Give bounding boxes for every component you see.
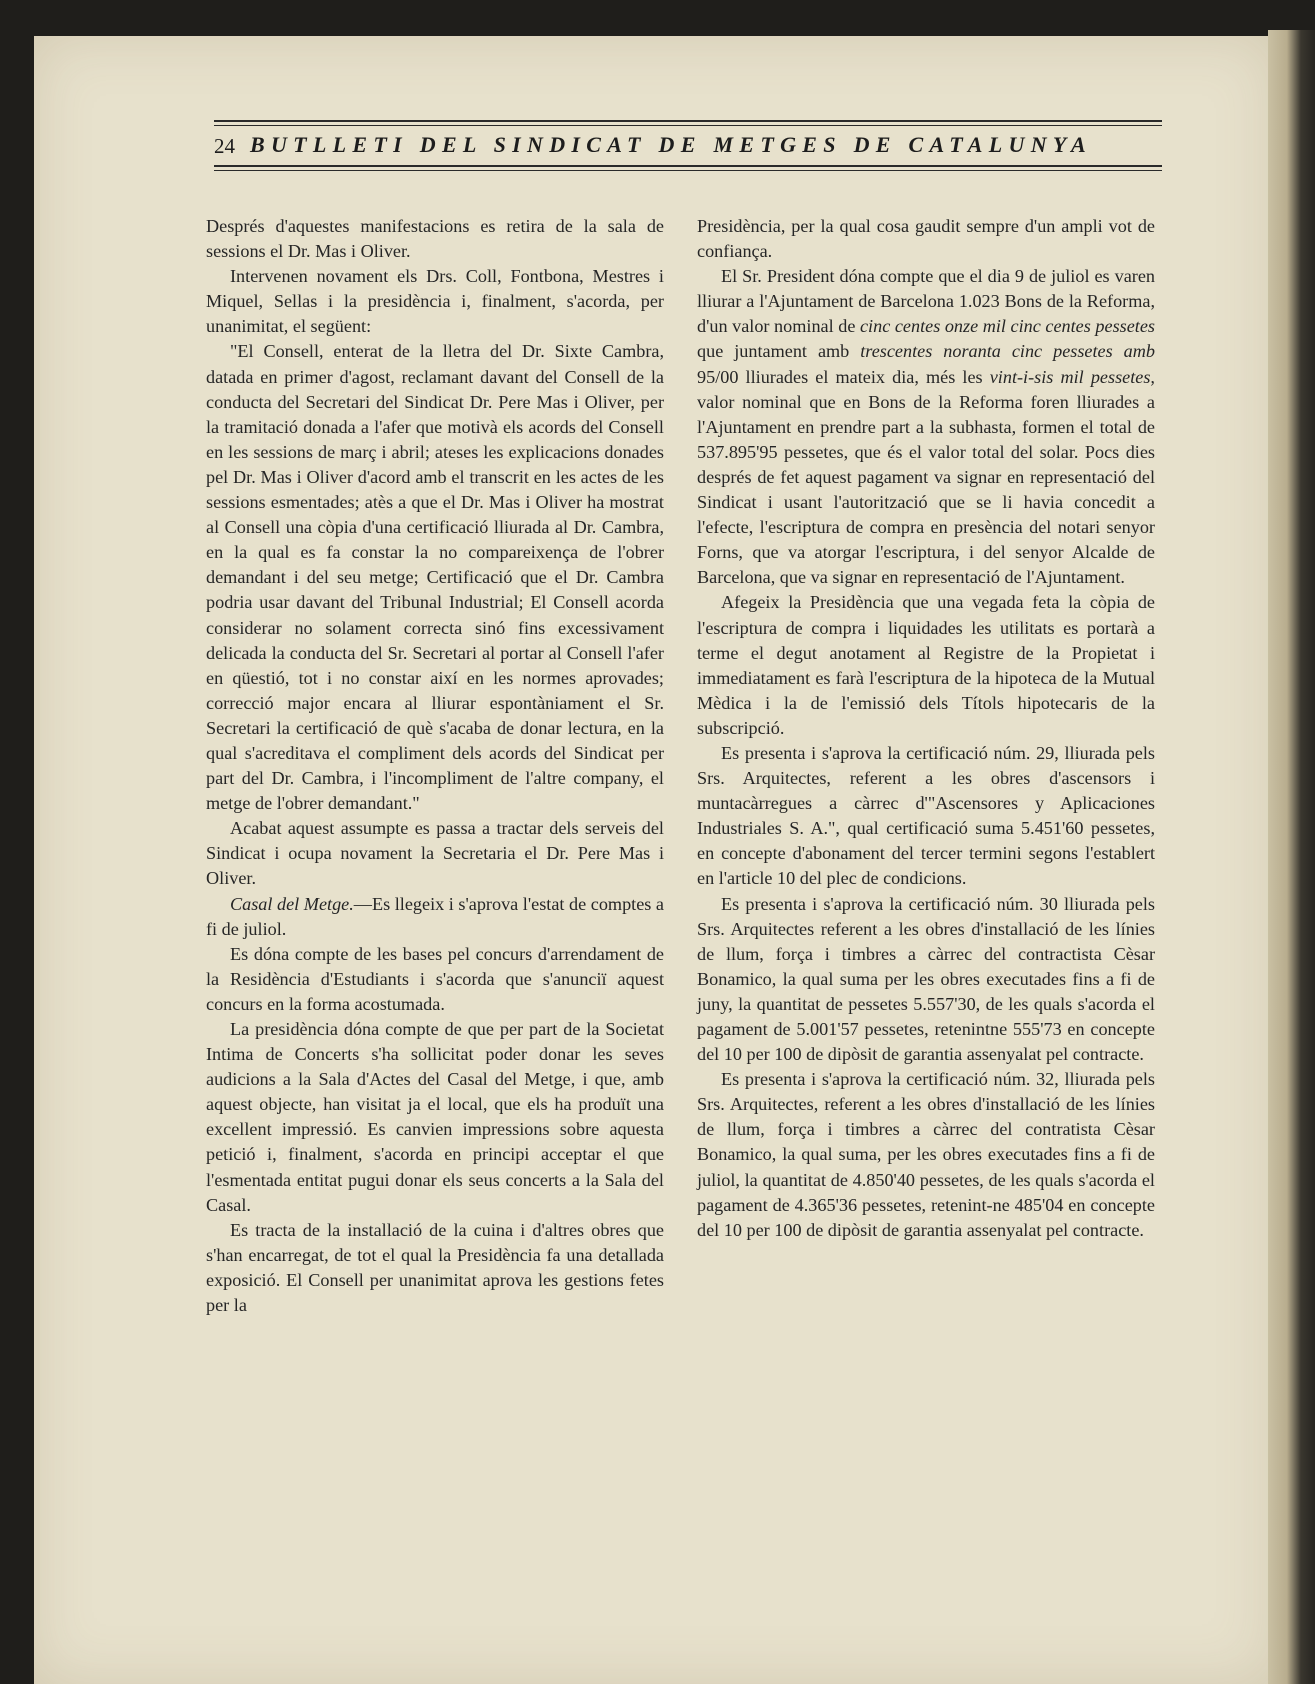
paragraph: Es tracta de la installació de la cuina i d'altres obres que s'han encarregat, de tot el qual la Presidència fa una detallada exposició. El Consell per unanimitat aprova les gestions fetes per la	[206, 1219, 664, 1316]
right-column	[697, 214, 1155, 1243]
paragraph-text: 95/00 lliurades el mateix dia, més les	[697, 366, 990, 387]
paragraph: Es presenta i s'aprova la certificació núm. 30 lliurada pels Srs. Arquitectes referent a les obres d'installació de les línies de llum, força i timbres a càrrec del contractista Cèsar Bonamico, la qual suma per les obres executades fins a fi de juny, la quantitat de pessetes 5.557'30, de les quals s'acorda el pagament de 5.001'57 pessetes, retenintne 555'73 en concepte del 10 per 100 de dipòsit de garantia assenyalat pel contracte.	[697, 893, 1155, 1065]
amount-in-words: trescentes noranta cinc pessetes amb	[860, 341, 1155, 362]
paragraph: Acabat aquest assumpte es passa a tractar dels serveis del Sindicat i ocupa novament la Secretaria el Dr. Pere Mas i Oliver.	[206, 818, 664, 889]
amount-in-words: cinc centes onze mil cinc centes pessetes	[859, 316, 1155, 337]
paragraph: Es dóna compte de les bases pel concurs d'arrendament de la Residència d'Estudiants i s'acorda que s'anunciï aquest concurs en la forma acostumada.	[206, 943, 664, 1014]
paragraph: Després d'aquestes manifestacions es retira de la sala de sessions el Dr. Mas i Oliver.	[206, 216, 664, 262]
paragraph-text: que juntament amb	[697, 341, 861, 362]
header-rule-bottom	[214, 165, 1162, 167]
paragraph: Es presenta i s'aprova la certificació núm. 32, lliurada pels Srs. Arquitectes, referent a les obres d'installació de les línies de llum, força i timbres a càrrec del contratista Cèsar Bonamico, la qual suma, per les obres executades fins a fi de juliol, la quantitat de 4.850'40 pessetes, de les quals s'acorda el pagament de 4.365'36 pessetes, retenint-ne 485'04 en concepte del 10 per 100 de dipòsit de garantia assenyalat pel contracte.	[697, 1069, 1155, 1240]
paragraph	[697, 264, 1155, 590]
paragraph-text: —Es llegeix i s'aprova l'estat de comptes a fi de juliol.	[206, 893, 664, 939]
paragraph-text: El Sr. President dóna compte que el dia 9 de juliol es varen lliurar a l'Ajuntament de Barcelona 1.023 Bons de la Reforma, d'un valor nominal de	[697, 266, 1155, 337]
header-rule-bottom-thin	[214, 170, 1162, 171]
paragraph-text: valor nominal que en Bons de la Reforma foren lliurades a l'Ajuntament en prendre part a la subhasta, formen el total de 537.895'95 pessetes, que és el valor total del solar. Pocs dies després de fet aquest pagament va signar en representació del Sindicat i usant l'autorització que se li havia concedit a l'efecte, l'escriptura de compra en presència del notari senyor Forns, que va atorgar l'escriptura, i del senyor Alcalde de Barcelona, que va signar en representació de l'Ajuntament.	[697, 391, 1155, 588]
page-edge	[1268, 30, 1315, 1684]
paragraph: Intervenen novament els Drs. Coll, Fontbona, Mestres i Miquel, Sellas i la presidència i, finalment, s'acorda, per unanimitat, el següent:	[206, 266, 664, 337]
running-title: BUTLLETI DEL SINDICAT DE METGES DE CATALUNYA	[250, 132, 1092, 157]
paragraph: Afegeix la Presidència que una vegada feta la còpia de l'escriptura de compra i liquidades les utilitats es portarà a terme el degut anotament al Registre de la Propietat i immediatament es farà l'escriptura de la hipoteca de la Mutual Mèdica i la de l'emissió dels Títols hipotecaris de la subscripció.	[697, 592, 1155, 738]
paragraph: "El Consell, enterat de la lletra del Dr. Sixte Cambra, datada en primer d'agost, reclamant davant del Consell de la conducta del Secretari del Sindicat Dr. Pere Mas i Oliver, per la tramitació donada a l'afer que motivà els acords del Consell en les sessions de març i abril; ateses les explicacions donades pel Dr. Mas i Oliver d'acord amb el transcrit en les actes de les sessions esmentades; atès a que el Dr. Mas i Oliver ha mostrat al Consell una còpia d'una certificació lliurada al Dr. Cambra, en la qual es fa constar la no compareixença de l'obrer demandant i del seu metge; Certificació que el Dr. Cambra podria usar davant del Tribunal Industrial; El Consell acorda considerar no solament correcta sinó fins excessivament delicada la conducta del Sr. Secretari al portar al Consell l'afer en qüestió, tot i no constar així en les normes aprovades; correcció major encara al lliurar espontàniament el Sr. Secretari la certificació de què s'acaba de donar lectura, en la qual s'acreditava el compliment dels acords del Sindicat per part del Dr. Cambra, i l'incompliment de l'altre company, el metge de l'obrer demandant."	[206, 341, 664, 814]
paragraph: Presidència, per la qual cosa gaudit sempre d'un ampli vot de confiança.	[697, 216, 1155, 262]
amount-in-words: vint-i-sis mil pessetes,	[989, 366, 1155, 387]
paragraph	[206, 892, 664, 942]
header-rule-top-thin	[214, 125, 1162, 126]
page-number: 24	[214, 134, 235, 158]
header-rule-top	[214, 120, 1162, 122]
left-column	[206, 214, 664, 1318]
paragraph: La presidència dóna compte de que per part de la Societat Intima de Concerts s'ha sollicitat poder donar les seves audicions a la Sala d'Actes del Casal del Metge, i que, amb aquest objecte, han visitat ja el local, que els ha produït una excellent impressió. Es canvien impressions sobre aquesta petició i, finalment, s'acorda en principi acceptar el que l'esmentada entitat pugui donar els seus concerts a la Sala del Casal.	[206, 1019, 664, 1215]
section-heading: Casal del Metge.	[230, 893, 354, 914]
paragraph: Es presenta i s'aprova la certificació núm. 29, lliurada pels Srs. Arquitectes, referent a les obres d'ascensors i muntacàrregues a càrrec d'"Ascensores y Aplicaciones Industriales S. A.", qual certificació suma 5.451'60 pessetes, en concepte d'abonament del tercer termini segons l'establert en l'article 10 del plec de condicions.	[697, 742, 1155, 889]
running-header	[214, 120, 1162, 174]
